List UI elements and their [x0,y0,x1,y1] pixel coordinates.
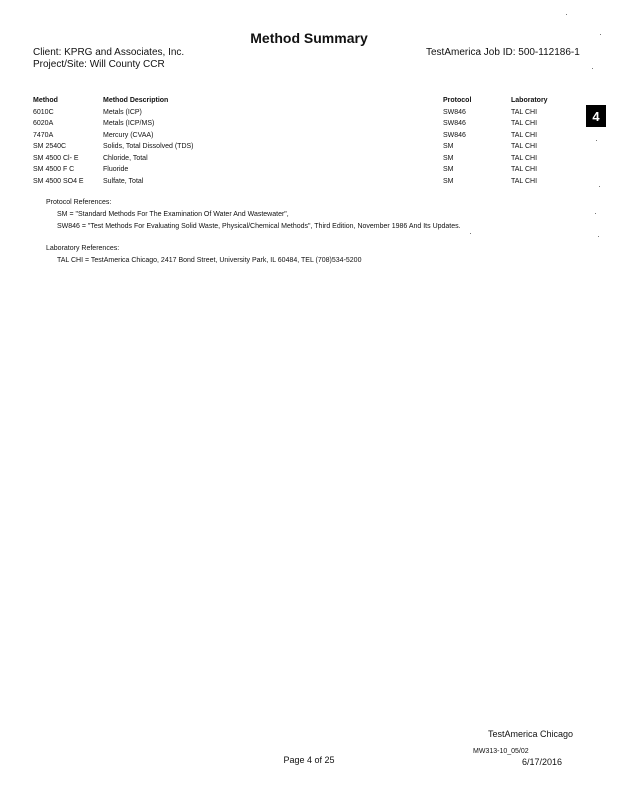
laboratory: TAL CHI [511,108,538,116]
method-description: Fluoride [103,166,129,174]
method-code: 6010C [33,108,54,116]
page-title: Method Summary [250,30,368,46]
protocol-reference-sm: SM = "Standard Methods For The Examination Of Water And Wastewater", [57,211,289,218]
method-description: Solids, Total Dissolved (TDS) [103,143,194,151]
laboratory: TAL CHI [511,177,538,185]
column-header-laboratory: Laboratory [511,97,548,105]
scan-speck [470,233,471,234]
laboratory: TAL CHI [511,131,538,139]
protocol-reference-sw846: SW846 = "Test Methods For Evaluating Solid Waste, Physical/Chemical Methods", Third Edition, November 1986 And Its Updates. [57,223,461,230]
table-header-row [33,95,571,107]
method-code: SM 4500 F C [33,166,75,174]
column-header-description: Method Description [103,97,169,105]
scan-speck [599,186,600,187]
table-row [33,164,571,176]
protocol: SW846 [443,108,466,116]
table-row [33,118,571,130]
laboratory: TAL CHI [511,120,538,128]
laboratory-reference-tal-chi: TAL CHI = TestAmerica Chicago, 2417 Bond Street, University Park, IL 60484, TEL (708)534-5200 [57,257,362,264]
method-description: Chloride, Total [103,154,148,162]
method-code: SM 4500 Cl- E [33,154,79,162]
table-row [33,107,571,119]
table-row [33,130,571,142]
column-header-method: Method [33,97,58,105]
method-description: Mercury (CVAA) [103,131,154,139]
project-site: Project/Site: Will County CCR [33,59,165,70]
table-row [33,153,571,165]
footer-form-code: MW313-10_05/02 [473,748,529,755]
laboratory: TAL CHI [511,154,538,162]
scan-speck [598,236,599,237]
protocol: SW846 [443,131,466,139]
job-id: TestAmerica Job ID: 500-112186-1 [426,47,580,58]
method-code: SM 2540C [33,143,67,151]
method-code: SM 4500 SO4 E [33,177,84,185]
method-summary-table [33,95,571,187]
section-tab-badge: 4 [586,105,606,127]
scan-speck [595,213,596,214]
column-header-protocol: Protocol [443,97,472,105]
footer-date: 6/17/2016 [522,757,563,767]
method-description: Sulfate, Total [103,177,144,185]
method-description: Metals (ICP/MS) [103,120,155,128]
scan-speck [596,140,597,141]
protocol-references-heading: Protocol References: [46,199,112,206]
footer-lab-name: TestAmerica Chicago [488,729,574,739]
scan-speck [600,34,601,35]
protocol: SM [443,166,454,174]
method-description: Metals (ICP) [103,108,142,116]
protocol: SM [443,154,454,162]
client-name: Client: KPRG and Associates, Inc. [33,47,185,58]
method-code: 6020A [33,120,54,128]
laboratory-references-heading: Laboratory References: [46,245,120,252]
method-code: 7470A [33,131,54,139]
protocol: SW846 [443,120,466,128]
protocol: SM [443,143,454,151]
table-row [33,141,571,153]
laboratory: TAL CHI [511,166,538,174]
footer-page-number: Page 4 of 25 [283,755,335,765]
scan-speck [566,14,567,15]
protocol: SM [443,177,454,185]
table-row [33,176,571,188]
scan-speck [592,68,593,69]
laboratory: TAL CHI [511,143,538,151]
